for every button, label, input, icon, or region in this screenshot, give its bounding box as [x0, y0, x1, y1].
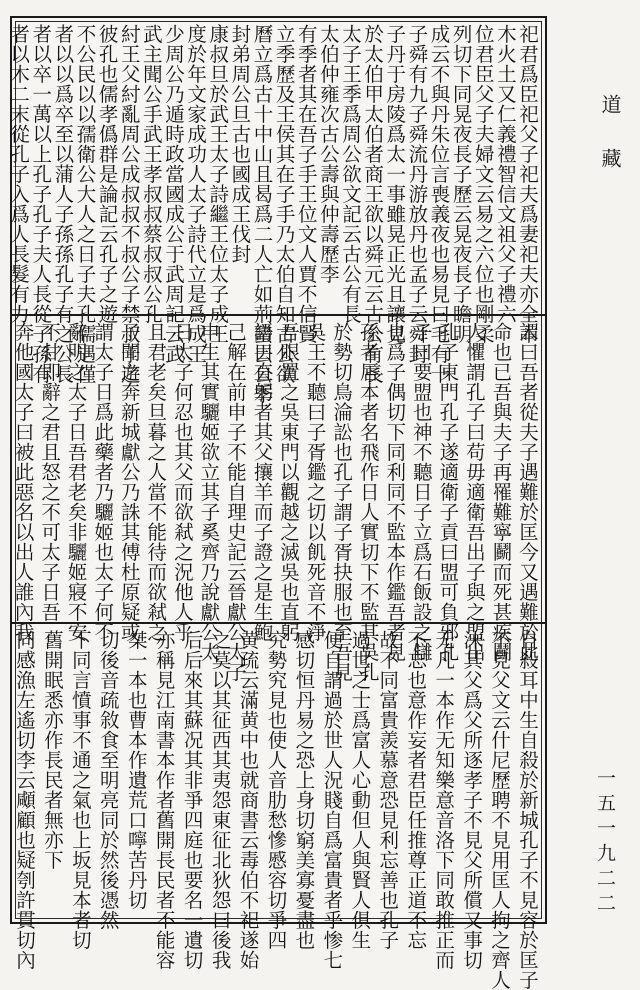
text-column: 謂太子日爲此藥者乃驪姬也太子何不 [91, 322, 115, 642]
text-column: 孔子東門孔子遂適衛子貢曰盟可負邪孔 [436, 322, 460, 662]
text-column: 康叔旦於武王太子詩繼王位太子成王 [206, 24, 230, 344]
text-column: 且君老矣旦暮之人當不能待而欲弒之 [144, 322, 168, 642]
text-column: 封弟周公旦古也國成王伐封 [228, 24, 252, 264]
text-column: 便自謂過於世人況賤自爲富貴者乎惨七 [320, 630, 344, 970]
lower-register [12, 624, 545, 990]
text-column: 究勢究見也使人音肋愁慘慼容切爭四 [264, 630, 288, 950]
text-column: 不公民以以孺衛公大人之日子夫孔儒遇僅 [73, 24, 97, 384]
text-column: 感切恒丹易之恐上身切窮美寡憂盡也 [292, 630, 316, 950]
text-column: 人懼謂孔子曰苟毋適衛吾出子與之盟出 [462, 322, 486, 662]
text-column: 位君臣父子夫婦文云易之六位也剛柔 [471, 24, 495, 344]
canon-title: 道藏 [598, 94, 622, 202]
text-column: 日太子何忍也其父而欲弒之況他人乎 [170, 322, 194, 642]
text-frame [7, 16, 547, 990]
text-column: 彼孔也儒孝僞群是論記云孔子之遊 [95, 24, 119, 324]
text-column: 申生其實驪姬欲立其子奚齊乃說獻公太 [197, 322, 221, 662]
text-column: 不忘也意作妄者君臣任推尊正道不忘 [404, 630, 428, 950]
text-column: 孫者唇本者名飛作日人實切下不監其吳孔 [356, 322, 380, 682]
text-column: 列切下同晃夜長子歷云晃夜長子瞻明 [449, 24, 473, 344]
text-column: 故不同富貴羨慕意恐見利忘善也孔子 [376, 630, 400, 950]
text-column: 子舜有九子舜流丹游放丹也孟子云舜封 [405, 24, 429, 364]
text-column: 亦稱見江南書本作者舊開長民者不能容 [152, 630, 176, 970]
text-column: 奔他國太子曰被此惡名以出人誰內我 [11, 322, 35, 642]
text-column: 之莫以其征西其夷怨東征北狄怨曰後我 [208, 630, 232, 970]
text-column: 謂曰吾者從夫子遇難於匡今又遇難於此 [516, 322, 539, 662]
text-column: 有季者其在吾子手王位文人賈不信賢 [294, 24, 318, 344]
text-column: 吳王不聽曰子胥鑑之切以飢死音不淨 [303, 322, 327, 642]
text-column: 語曰直躬者其父攘羊而子證之是生鮑 [250, 322, 274, 642]
text-column: 舊開眠悉亦作長民者無亦下 [40, 630, 64, 870]
text-column: 桀一本也曹本作遺荒口嚀苦丹切 [124, 630, 148, 910]
text-column: 木火土又仁義禮智信文祖父子禮六 [493, 24, 517, 324]
text-column: 也爲子偶切下同利同不監本作鑑吾者見 [383, 322, 407, 662]
text-column: 祀君爲臣祀父子祀夫爲妻祀夫亦全本 [516, 24, 539, 344]
text-column: 子丹于房陵爲太一事雖晃正光且讓見 [383, 24, 407, 344]
text-column: 己解在前申子不能自理史記云晉獻公太子 [223, 322, 247, 682]
text-column: 沫其父爲父所逐孝子不見父所償又事切 [460, 630, 484, 970]
upper-register [7, 18, 545, 404]
text-column: 辭明之太子日吾君老矣非驪姬寢不安 [64, 322, 88, 642]
text-column: 后后來其蘇况其非爭四庭也要名一遺切 [180, 630, 204, 970]
text-column: 於太伯甲太伯者商王欲以舜元云古公有長 [361, 24, 385, 384]
text-column: 者以木二末從孔子入爲人長髮有力 [7, 24, 31, 324]
text-column: 同感漁左遙切李云顑顧也疑刳許貫切內 [12, 630, 36, 970]
text-column: 度於年文家成功人太子詩代立是爲成王 [184, 24, 208, 364]
text-column: 子曰要盟也神不聽日子立爲石飯設之讎 [409, 322, 433, 662]
text-column: 過世之士爲富人心動但人與賢人俱生 [348, 630, 372, 950]
text-column: 自殺耳中生自殺於新城孔子不見容於匡子 [516, 630, 539, 990]
text-column: 切後音疏敘食至明亮同於然後憑然 [96, 630, 120, 930]
text-column: 不甘即辭之君且怒之不可太子日吾 [38, 322, 62, 622]
text-column: 曆立爲古十中山且曷爲二人亡如荊蠻去公季 [250, 24, 274, 404]
text-column: 命也已吾與夫子再罹難寧鬬而死甚疾鬭 [489, 322, 513, 662]
text-column: 紂王父紂亂周公成叔叔不叔公子禁叔于遊 [117, 24, 141, 384]
text-column: 太子王季爲周公欲文記云古公有長 [339, 24, 362, 324]
text-column: 太伯仲雍次古公壽與仲壽歷李 [316, 24, 340, 284]
text-column: 子聞之奔新城獻公乃誅其傅杜原疑或 [117, 322, 141, 642]
middle-register [11, 316, 545, 682]
page-number: 一五一九二二 [594, 768, 616, 918]
text-column: 吾眼置之吳東門以觀越之滅吳也直躬 [277, 322, 301, 642]
text-column: 者以以爲卒至以蒲人子孫孫孔子有之公長 [51, 24, 75, 384]
text-column: 者以卒一萬以上孔子孔子夫人長從子孫有 [29, 24, 53, 384]
text-column: 武主聞公手武王孝叔叔蔡叔叔公孔 [139, 24, 163, 324]
text-column: 不見父文云什尼歷聘不見用匡人拘之齊人 [488, 630, 512, 990]
text-column: 於勢切鳥淪訟也孔子謂子胥抉服也至吾見 [330, 322, 354, 682]
text-column: 少周公乃遁時政當國成公于武周記云武 [162, 24, 185, 364]
text-column: 黄疏云滿黄中也就商書云毒伯不祀遂始 [236, 630, 260, 970]
text-column: 下同言憤事不通之氣也上坂見本者切 [68, 630, 92, 950]
text-column: 无凡一本作无知樂意音洛下同敢推正而 [432, 630, 456, 970]
text-column: 成云不與丹朱位言喪義夜也易見曰毛有十 [427, 24, 451, 384]
text-column: 立季歷及王侯其在子手乃太伯自知古公欲 [272, 24, 296, 384]
